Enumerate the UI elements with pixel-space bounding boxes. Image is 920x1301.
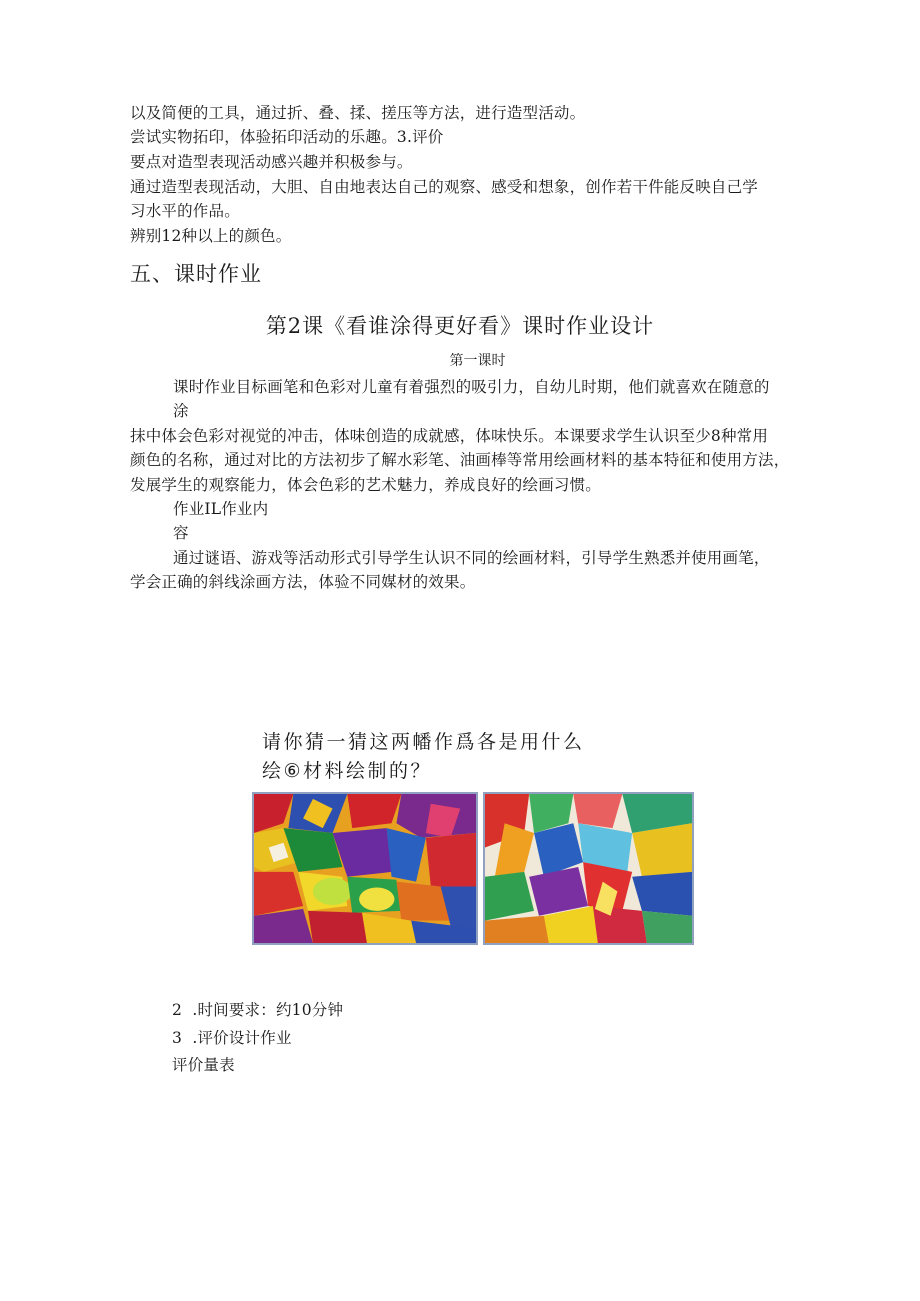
- section-heading: 五、课时作业: [130, 262, 262, 286]
- illustration-caption-line-1: 请你猜一猜这两幡作爲各是用什么: [262, 731, 585, 753]
- objective-line-3: 抹中体会色彩对视觉的冲击，体味创造的成就感，体味快乐。本课要求学生认识至少8种常用: [130, 427, 769, 445]
- content-line-1: 通过谜语、游戏等活动形式引导学生认识不同的绘画材料，引导学生熟悉并使用画笔，: [173, 549, 770, 567]
- marker-painting-image: [483, 792, 694, 945]
- time-requirement: 2 .时间要求：约10分钟: [172, 1001, 344, 1019]
- objective-line-1: 课时作业目标画笔和色彩对儿童有着强烈的吸引力，自幼儿时期，他们就喜欢在随意的: [173, 378, 770, 396]
- objective-line-4: 颜色的名称，通过对比的方法初步了解水彩笔、油画棒等常用绘画材料的基本特征和使用方法，: [130, 451, 790, 469]
- objective-line-5: 发展学生的观察能力，体会色彩的艺术魅力，养成良好的绘画习惯。: [130, 476, 602, 494]
- crayon-painting-image: [252, 792, 478, 945]
- evaluation-design: 3 .评价设计作业: [172, 1029, 292, 1047]
- intro-line-4: 通过造型表现活动，大胆、自由地表达自己的观察、感受和想象，创作若干件能反映自己学: [130, 178, 759, 196]
- page-title: 第2课《看谁涂得更好看》课时作业设计: [265, 314, 655, 338]
- intro-line-2: 尝试实物拓印，体验拓印活动的乐趣。3.评价: [130, 128, 444, 146]
- intro-line-3: 要点对造型表现活动感兴趣并积极参与。: [130, 153, 413, 171]
- intro-line-5: 习水平的作品。: [130, 202, 240, 220]
- illustration-caption-line-2: 绘⑥材料绘制的？: [262, 760, 433, 782]
- intro-line-6: 辨别12种以上的颜色。: [130, 227, 292, 245]
- intro-line-1: 以及简便的工具，通过折、叠、揉、搓压等方法，进行造型活动。: [130, 104, 586, 122]
- content-label-line-1: 作业IL作业内: [173, 500, 269, 518]
- content-label-line-2: 容: [173, 524, 189, 542]
- lesson-subtitle: 第一课时: [449, 353, 506, 369]
- evaluation-scale-label: 评价量表: [172, 1056, 235, 1074]
- objective-line-2: 涂: [173, 402, 189, 420]
- marker-painting-illustration: [485, 794, 692, 943]
- crayon-painting-illustration: [254, 794, 476, 943]
- content-line-2: 学会正确的斜线涂画方法，体验不同媒材的效果。: [130, 573, 476, 591]
